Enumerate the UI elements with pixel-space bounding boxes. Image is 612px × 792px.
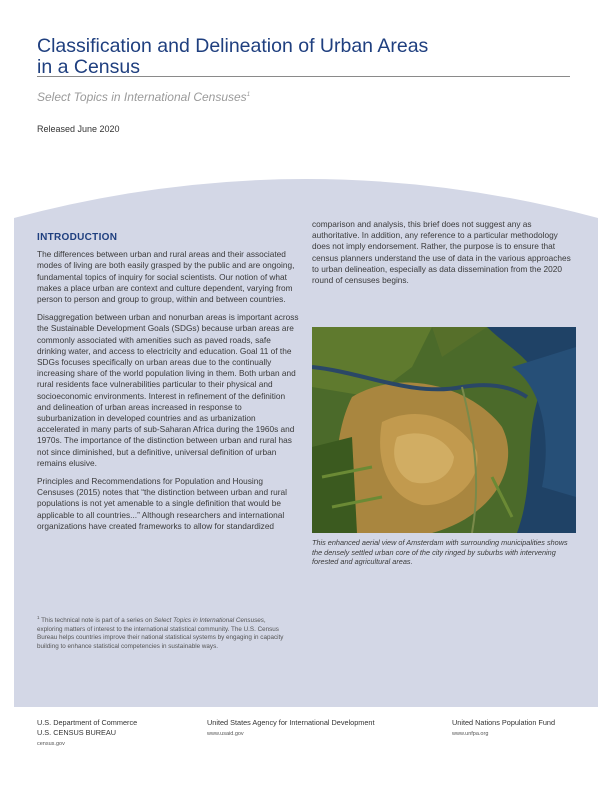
paragraph-2: Disaggregation between urban and nonurban areas is important across the Sustainable Development Goals (SDGs) because urban areas are commonly associated with amenities such as paved roads, safe drinking water, and access to electricity and education. Goal 11 of the SDGs focuses specifically on urban areas due to the continually increasing share of the world population living in them. Both urban and rural residents face vulnerabilities particular to their physical and socioeconomic environments. Interest in refinement of the definition and delineation of urban areas increased in response to suburbanization in developed countries and as urbanization accelerated in many parts of sub-Saharan Africa during the 1960s and 1970s. The importance of the distinction between urban and rural has not since diminished, but a definitive, universal definition of urban remains elusive. bbox=[37, 312, 299, 468]
footer-usaid-label: United States Agency for International Development bbox=[207, 718, 375, 727]
footer-commerce-label: U.S. Department of Commerce bbox=[37, 718, 138, 727]
footer-census bbox=[37, 718, 137, 751]
page-title bbox=[37, 36, 577, 78]
footnote-series-title: Select Topics in International Censuses bbox=[153, 617, 264, 625]
footnote bbox=[37, 614, 287, 651]
usaid-link[interactable]: www.usaid.gov bbox=[207, 731, 244, 737]
footer-usaid bbox=[207, 718, 375, 741]
subtitle-text: Select Topics in International Censuses bbox=[37, 90, 247, 104]
subtitle-footnote-mark: 1 bbox=[246, 92, 251, 98]
title-line-2: in a Census bbox=[37, 56, 140, 78]
photo-caption: This enhanced aerial view of Amsterdam with surrounding municipalities shows the densely settled urban core of the city ringed by suburbs with intervening forested and agricultural areas. bbox=[312, 538, 568, 566]
paragraph-4: comparison and analysis, this brief does not suggest any as authoritative. In addition, any reference to a particular methodology does not imply endorsement. Rather, the purpose is to ensure that census planners understand the use of data in the various approaches to urban delineation, especially as data dissemination from the 2020 round of censuses begins. bbox=[312, 219, 571, 286]
subtitle bbox=[37, 90, 250, 104]
footer-census-label: U.S. CENSUS BUREAU bbox=[37, 728, 117, 737]
unfpa-link[interactable]: www.unfpa.org bbox=[452, 731, 489, 737]
right-column bbox=[312, 219, 576, 293]
aerial-photo-amsterdam bbox=[312, 327, 576, 533]
title-line-1: Classification and Delineation of Urban Areas bbox=[37, 35, 429, 57]
footnote-text-b: , exploring matters of interest to the international statistical community. The U.S. Census Bureau helps countries improve their national statistical systems by engaging in capacity building to enhance statistical competencies in sustainable ways. bbox=[37, 617, 284, 650]
footer-unfpa-label: United Nations Population Fund bbox=[452, 718, 556, 727]
census-link[interactable]: census.gov bbox=[37, 741, 65, 747]
footnote-text-a: This technical note is part of a series on bbox=[39, 617, 154, 625]
footnote-mark: 1 bbox=[37, 615, 40, 620]
left-column bbox=[37, 232, 299, 539]
paragraph-3: Principles and Recommendations for Population and Housing Censuses (2015) notes that “the distinction between urban and rural populations is not yet amenable to a single definition that would be applicable to all countries...” Although researchers and international organizations have created frameworks to allow for standardized bbox=[37, 476, 287, 531]
footer-unfpa bbox=[452, 718, 555, 741]
section-heading: INTRODUCTION bbox=[37, 232, 118, 243]
release-date: Released June 2020 bbox=[37, 124, 120, 134]
paragraph-1: The differences between urban and rural areas and their associated modes of living are both easily grasped by the public and are ongoing, fundamental topics of inquiry for social scientists. Our notion of what makes a place urban are context and culture dependent, varying from person to person and group to group, within and between countries. bbox=[37, 249, 295, 305]
title-divider bbox=[37, 76, 570, 77]
